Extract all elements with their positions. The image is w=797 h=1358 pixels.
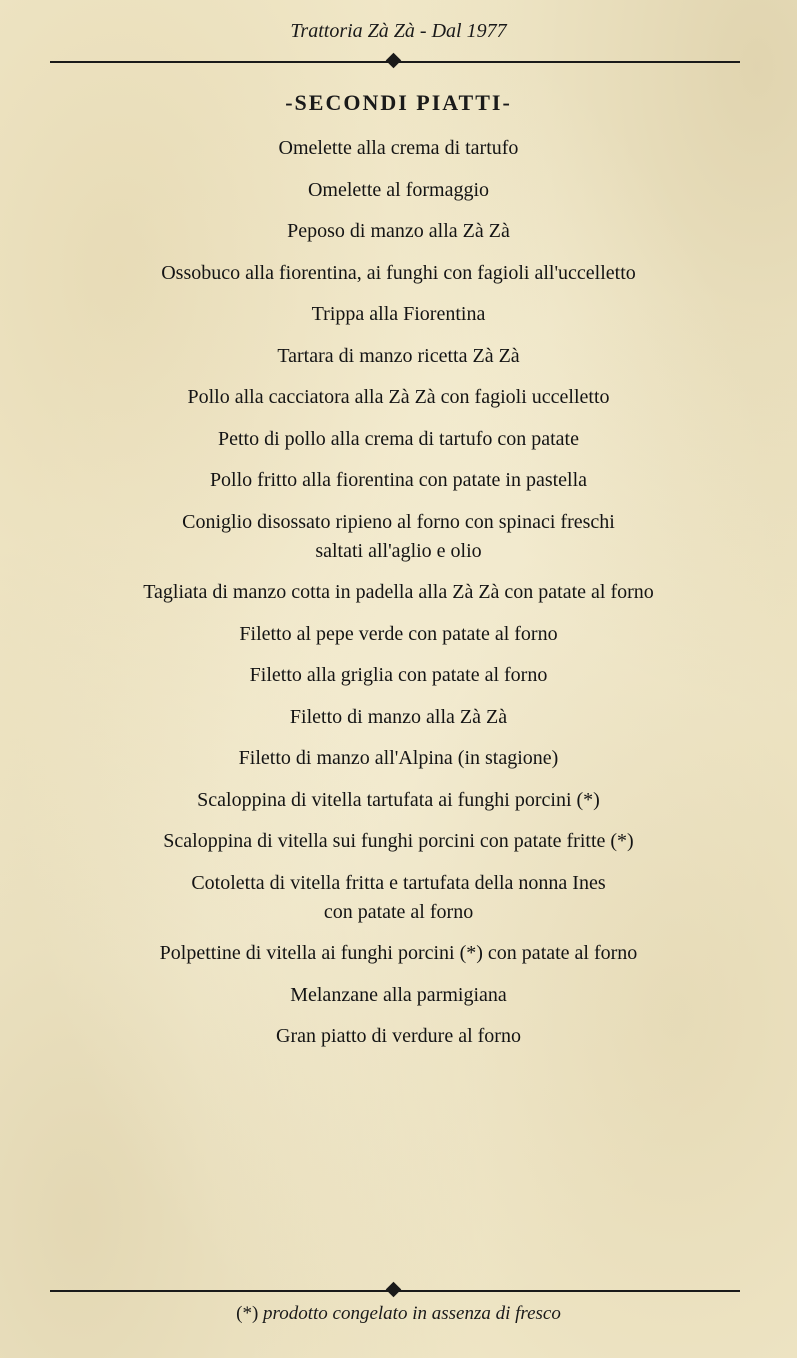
menu-item-line: saltati all'aglio e olio [315,539,482,562]
menu-item [0,780,797,822]
menu-item [0,211,797,253]
menu-item-line: Filetto al pepe verde con patate al forno [239,622,558,645]
menu-item-line: Pollo alla cacciatora alla Zà Zà con fagioli uccelletto [187,386,610,408]
menu-item [0,419,797,461]
page-header-title: Trattoria Zà Zà - Dal 1977 [290,20,507,42]
menu-item-line: Scaloppina di vitella sui funghi porcini con patate fritte (*) [163,830,634,852]
menu-item [0,377,797,419]
menu-item-line: Polpettine di vitella ai funghi porcini (*) con patate al forno [159,942,638,964]
section-title: -SECONDI PIATTI- [285,90,512,115]
menu-item-line: Filetto di manzo alla Zà Zà [289,705,508,728]
menu-item [0,975,797,1017]
menu-item-line: Omelette al formaggio [307,178,490,201]
menu-item-line: Trippa alla Fiorentina [311,303,486,325]
bottom-divider [50,1290,740,1292]
menu-item-line: Gran piatto di verdure al forno [276,1025,521,1047]
footer-asterisk-mark: (*) [236,1303,259,1324]
menu-item [0,738,797,780]
footer-note [0,1303,797,1325]
menu-item [0,253,797,295]
menu-item-line: Scaloppina di vitella tartufata ai funghi porcini (*) [197,788,600,811]
diamond-ornament-icon [386,1282,402,1298]
menu-item [0,1016,797,1058]
menu-item [0,460,797,502]
menu-item [0,655,797,697]
menu-item-line: Filetto di manzo all'Alpina (in stagione) [238,747,559,769]
menu-item [0,933,797,975]
menu-item [0,170,797,212]
footer-note-text: prodotto congelato in assenza di fresco [263,1303,561,1324]
menu-item-line: Coniglio disossato ripieno al forno con spinaci freschi [182,510,615,533]
top-divider [50,61,740,63]
menu-item [0,502,797,573]
menu-item [0,128,797,170]
menu-item [0,294,797,336]
menu-item-line: con patate al forno [323,900,474,923]
menu-item-line: Peposo di manzo alla Zà Zà [287,220,510,242]
menu-item-line: Ossobuco alla fiorentina, ai funghi con fagioli all'uccelletto [161,261,636,284]
menu-item-line: Petto di pollo alla crema di tartufo con patate [218,427,579,450]
menu-item [0,336,797,378]
menu-item [0,697,797,739]
menu-item-line: Melanzane alla parmigiana [290,983,507,1006]
menu-list [0,128,797,1058]
menu-item-line: Filetto alla griglia con patate al forno [249,664,548,686]
menu-item [0,614,797,656]
menu-item-line: Pollo fritto alla fiorentina con patate in pastella [209,469,588,491]
menu-item [0,572,797,614]
menu-item-line: Tartara di manzo ricetta Zà Zà [277,344,520,367]
menu-item-line: Cotoletta di vitella fritta e tartufata della nonna Ines [191,871,606,894]
diamond-ornament-icon [386,53,402,69]
menu-item-line: Tagliata di manzo cotta in padella alla Zà Zà con patate al forno [143,581,654,603]
menu-item [0,863,797,934]
menu-item-line: Omelette alla crema di tartufo [278,137,519,159]
menu-item [0,821,797,863]
